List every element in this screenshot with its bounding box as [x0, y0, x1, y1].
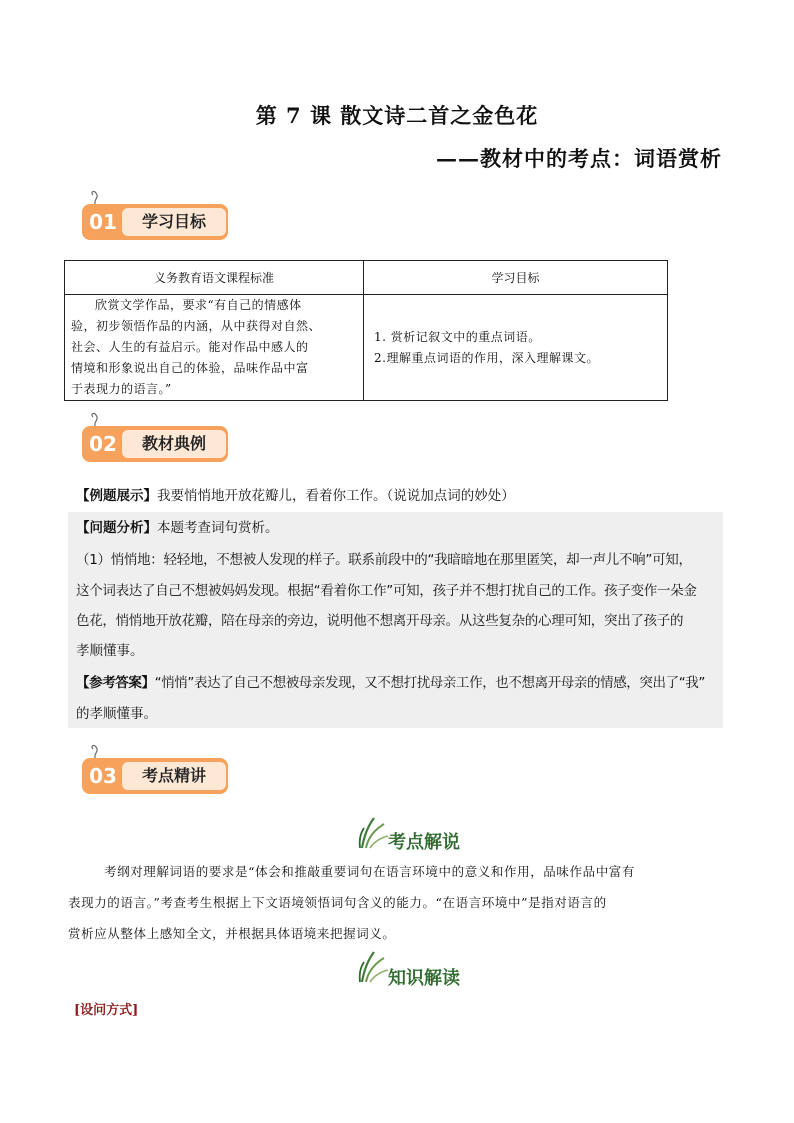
- example-block: [68, 484, 723, 732]
- analysis-line: （1）悄悄地：轻轻地，不想被人发现的样子。联系前段中的“我暗暗地在那里匿笑，却一声儿不响”可知，: [76, 552, 692, 568]
- question-method-label: [设问方式]: [74, 1003, 139, 1018]
- kaodian-paragraph: [68, 856, 722, 949]
- example-analysis: 【问题分析】本题考查词句赏析。: [76, 520, 279, 536]
- table-header: 学习目标: [364, 261, 668, 295]
- table-cell-standard: [65, 295, 364, 401]
- analysis-line: 孝顺懂事。: [76, 643, 144, 659]
- kaodian-heading: 考点解说: [356, 816, 496, 852]
- cell-line: 情境和形象说出自己的体验，品味作品中富: [71, 361, 309, 375]
- paragraph-line: 赏析应从整体上感知全文，并根据具体语境来把握词义。: [68, 926, 396, 941]
- answer-line: 的孝顺懂事。: [76, 706, 157, 722]
- section-label: 学习目标: [141, 212, 206, 231]
- cell-line: 验，初步领悟作品的内涵，从中获得对自然、: [71, 319, 322, 333]
- section-badge-03: [82, 752, 234, 796]
- table-header: 义务教育语文课程标准: [65, 261, 364, 295]
- paragraph-line: 考纲对理解词语的要求是“体会和推敲重要词句在语言环境中的意义和作用，品味作品中富有: [104, 864, 635, 879]
- section-badge-01: [82, 198, 234, 242]
- grass-icon: [356, 816, 390, 850]
- section-number: 02: [89, 432, 117, 456]
- paragraph-line: 表现力的语言。”考查考生根据上下文语境领悟词句含义的能力。“在语言环境中”是指对语言的: [68, 895, 607, 910]
- grass-icon: [356, 950, 390, 984]
- cell-line: 于表现力的语言。”: [71, 382, 172, 396]
- page-title: 第 7 课 散文诗二首之金色花: [255, 103, 539, 128]
- table-cell-goals: [364, 295, 668, 401]
- goals-table: [64, 260, 668, 401]
- example-display: 【例题展示】我要悄悄地开放花瓣儿，看着你工作。（说说加点词的妙处）: [76, 488, 515, 504]
- analysis-line: 色花，悄悄地开放花瓣，陪在母亲的旁边，说明他不想离开母亲。从这些复杂的心理可知，突出了孩子的: [76, 613, 684, 629]
- zhishi-heading: 知识解读: [356, 950, 496, 986]
- section-badge-02: [82, 420, 234, 464]
- cell-line: 2.理解重点词语的作用，深入理解课文。: [374, 350, 599, 365]
- section-label: 教材典例: [141, 434, 206, 453]
- section-number: 01: [89, 210, 117, 234]
- cell-line: 1. 赏析记叙文中的重点词语。: [374, 329, 541, 344]
- page-subtitle: ——教材中的考点：词语赏析: [436, 146, 722, 171]
- analysis-line: 这个词表达了自己不想被妈妈发现。根据“看着你工作”可知，孩子并不想打扰自己的工作。孩子变作一朵金: [76, 583, 697, 599]
- section-number: 03: [89, 764, 117, 788]
- section-label: 考点精讲: [141, 766, 206, 785]
- cell-line: 社会、人生的有益启示。能对作品中感人的: [71, 340, 309, 354]
- cell-line: 欣赏文学作品，要求“有自己的情感体: [95, 298, 302, 312]
- answer-line: 【参考答案】“悄悄”表达了自己不想被母亲发现，又不想打扰母亲工作，也不想离开母亲的情感，突出了“我”: [76, 675, 705, 691]
